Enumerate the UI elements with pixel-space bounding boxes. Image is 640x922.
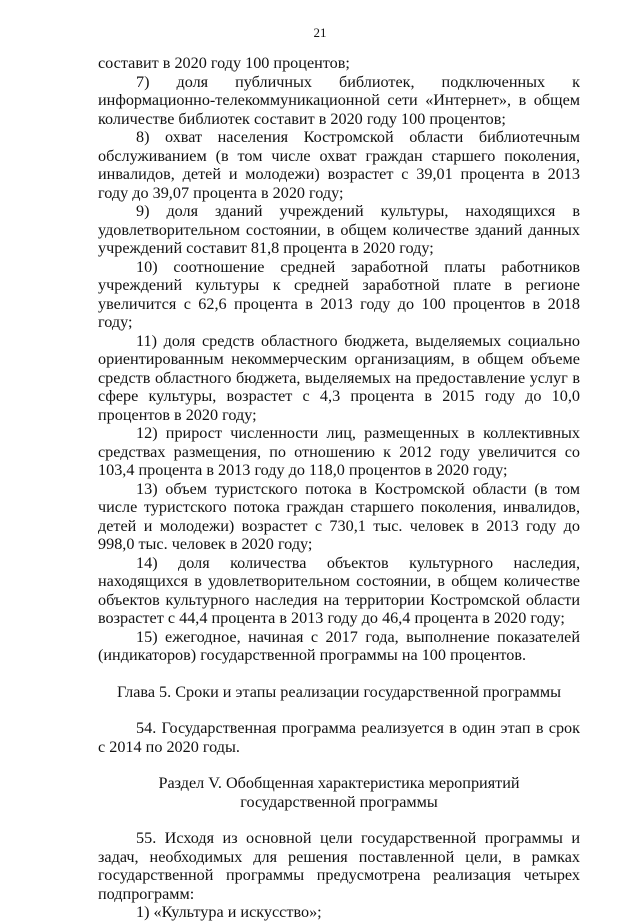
paragraph-item-7: 7) доля публичных библиотек, подключенных к информационно-телекоммуникационной сети «Интернет», в общем количестве библиотек составит в 2020 году 100 процентов; xyxy=(98,72,580,128)
page-number: 21 xyxy=(313,25,327,40)
paragraph-item-12: 12) прирост численности лиц, размещенных в коллективных средствах размещения, по отношению к 2012 году увеличится со 103,4 процента в 2013 году до 118,0 процентов в 2020 году; xyxy=(98,424,580,479)
paragraph-55: 55. Исходя из основной цели государственной программы и задач, необходимых для решения поставленной цели, в рамках государственной программы предусмотрена реализация четырех подпрограмм: xyxy=(98,829,580,903)
paragraph-item-9: 9) доля зданий учреждений культуры, находящихся в удовлетворительном состоянии, в общем количестве зданий данных учреждений составит 81,8 процента в 2020 году; xyxy=(98,202,580,257)
paragraph-54: 54. Государственная программа реализуется в один этап в срок с 2014 по 2020 годы. xyxy=(98,719,580,756)
paragraph-continuation: составит в 2020 году 100 процентов; xyxy=(98,54,350,72)
chapter-heading: Глава 5. Сроки и этапы реализации государственной программы xyxy=(116,682,561,701)
paragraph-item-10: 10) соотношение средней заработной платы работников учреждений культуры к средней заработной плате в регионе увеличится с 62,6 процента в 2013 году до 100 процентов в 2018 году; xyxy=(98,257,580,331)
paragraph-item-14: 14) доля количества объектов культурного наследия, находящихся в удовлетворительном состоянии, в общем количестве объектов культурного наследия на территории Костромской области возрастет с 44,4 процента в 2013 году до 46,4 процента в 2020 году; xyxy=(98,553,580,627)
paragraph-item-8: 8) охват населения Костромской области библиотечным обслуживанием (в том числе охват граждан старшего поколения, инвалидов, детей и молодежи) возрастет с 39,01 процента в 2013 году до 39,07 процента в 2020 году; xyxy=(98,128,580,202)
paragraph-item-11: 11) доля средств областного бюджета, выделяемых социально ориентированным некоммерческим организациям, в общем объеме средств областного бюджета, выделяемых на предоставление услуг в сфере культуры, возрастет с 4,3 процента в 2015 году до 10,0 процентов в 2020 году; xyxy=(98,331,580,424)
section-heading-line-2: государственной программы xyxy=(240,792,438,811)
paragraph-item-13: 13) объем туристского потока в Костромской области (в том числе туристского потока граждан старшего поколения, инвалидов, детей и молодежи) возрастет с 730,1 тыс. человек в 2013 году до 998,0 тыс. человек в 2020 году; xyxy=(98,479,580,553)
paragraph-item-15: 15) ежегодное, начиная с 2017 года, выполнение показателей (индикаторов) государственной программы на 100 процентов. xyxy=(98,627,580,664)
document-body xyxy=(98,54,580,922)
subprogram-item-1: 1) «Культура и искусство»; xyxy=(136,903,322,921)
section-heading-line-1: Раздел V. Обобщенная характеристика мероприятий xyxy=(158,774,520,792)
